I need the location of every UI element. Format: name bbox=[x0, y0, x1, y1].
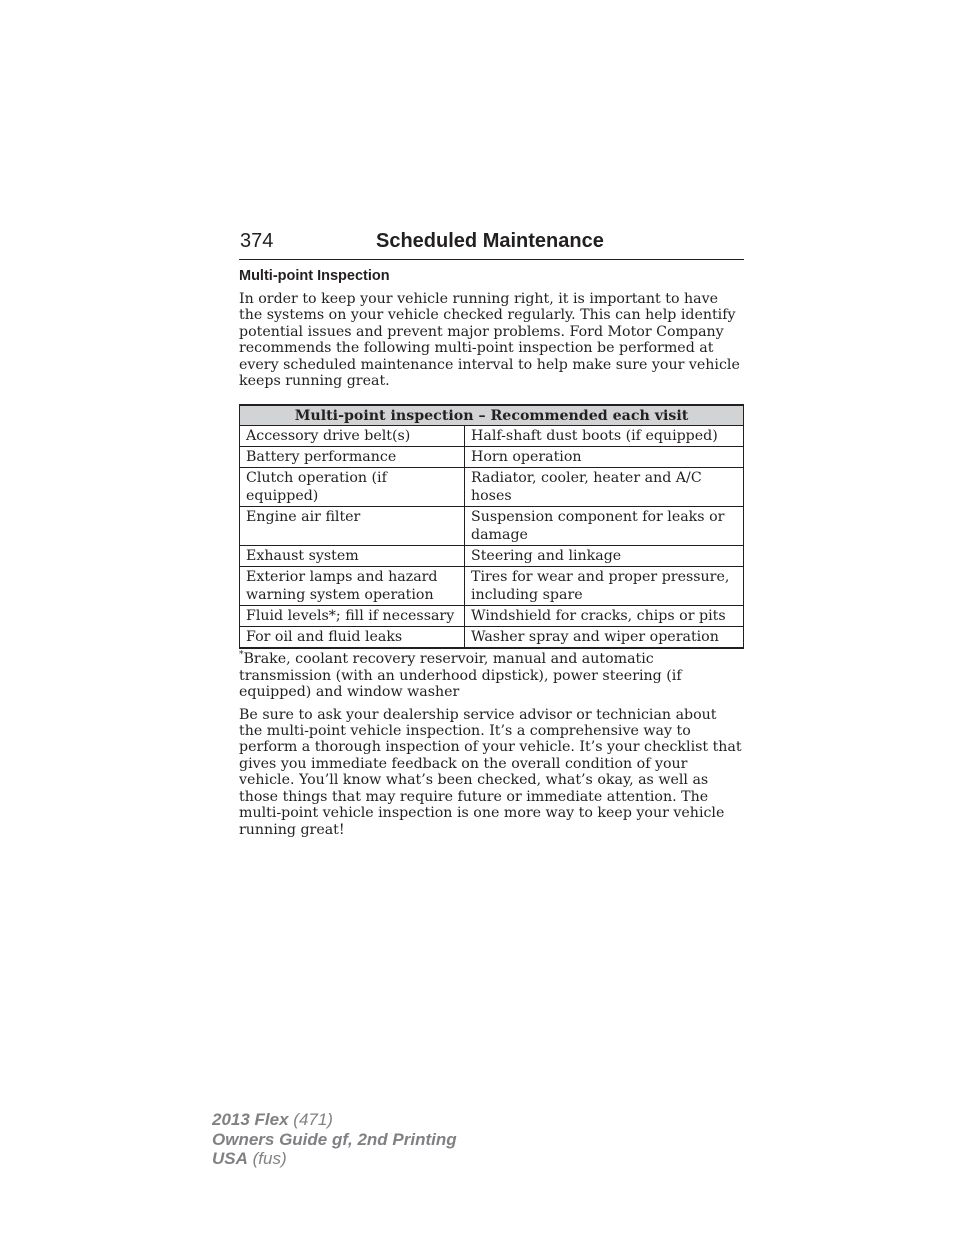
table-cell-left: Exhaust system bbox=[240, 546, 465, 567]
table-cell-right: Steering and linkage bbox=[465, 546, 744, 567]
table-cell-left: Battery performance bbox=[240, 447, 465, 468]
table-cell-right: Half-shaft dust boots (if equipped) bbox=[465, 426, 744, 447]
table-row bbox=[240, 567, 744, 606]
table-cell-right: Radiator, cooler, heater and A/C hoses bbox=[465, 468, 744, 507]
footer-line-3 bbox=[212, 1149, 457, 1169]
table-row bbox=[240, 468, 744, 507]
table-body bbox=[240, 426, 744, 649]
table-row bbox=[240, 426, 744, 447]
table-cell-left: Engine air filter bbox=[240, 507, 465, 546]
table-cell-right: Tires for wear and proper pressure, including spare bbox=[465, 567, 744, 606]
footer-model: 2013 Flex bbox=[212, 1110, 289, 1129]
table-row bbox=[240, 627, 744, 649]
section-heading: Multi-point Inspection bbox=[239, 268, 390, 284]
table-cell-right: Washer spray and wiper operation bbox=[465, 627, 744, 649]
closing-paragraph: Be sure to ask your dealership service advisor or technician about the multi-point vehicle inspection. It’s a comprehensive way to perform a thorough inspection of your vehicle. It’s your checklist that gives you immediate feedback on the overall condition of your vehicle. You’ll know what’s been checked, what’s okay, as well as those things that may require future or immediate attention. The multi-point vehicle inspection is one more way to keep your vehicle running great! bbox=[239, 706, 742, 838]
page-number: 374 bbox=[240, 230, 274, 252]
footnote-marker: * bbox=[239, 650, 244, 661]
document-footer bbox=[212, 1110, 457, 1169]
page-header bbox=[239, 228, 744, 260]
table-cell-right: Windshield for cracks, chips or pits bbox=[465, 606, 744, 627]
table-title: Multi-point inspection – Recommended each visit bbox=[240, 405, 744, 426]
table-cell-right: Horn operation bbox=[465, 447, 744, 468]
table-cell-left: Accessory drive belt(s) bbox=[240, 426, 465, 447]
footer-market: USA bbox=[212, 1149, 248, 1168]
table-cell-left: For oil and fluid leaks bbox=[240, 627, 465, 649]
footer-market-code: (fus) bbox=[247, 1149, 287, 1168]
intro-paragraph: In order to keep your vehicle running right, it is important to have the systems on your vehicle checked regularly. This can help identify potential issues and prevent major problems. Ford Motor Company recommends the following multi-point inspection be performed at every scheduled maintenance interval to help make sure your vehicle keeps running great. bbox=[239, 291, 740, 390]
table-cell-left: Clutch operation (if equipped) bbox=[240, 468, 465, 507]
footer-model-code: (471) bbox=[288, 1110, 333, 1129]
footer-line-2: Owners Guide gf, 2nd Printing bbox=[212, 1129, 457, 1149]
page-title: Scheduled Maintenance bbox=[376, 230, 604, 252]
page-content bbox=[239, 267, 744, 838]
footer-line-1 bbox=[212, 1110, 457, 1130]
table-cell-left: Exterior lamps and hazard warning system operation bbox=[240, 567, 465, 606]
table-cell-left: Fluid levels*; fill if necessary bbox=[240, 606, 465, 627]
footnote-text: Brake, coolant recovery reservoir, manual and automatic transmission (with an underhood dipstick), power steering (if equipped) and window washer bbox=[239, 651, 682, 701]
footnote bbox=[239, 651, 744, 700]
table-row bbox=[240, 606, 744, 627]
inspection-table bbox=[239, 404, 744, 649]
table-cell-right: Suspension component for leaks or damage bbox=[465, 507, 744, 546]
table-row bbox=[240, 507, 744, 546]
table-row bbox=[240, 546, 744, 567]
table-row bbox=[240, 447, 744, 468]
